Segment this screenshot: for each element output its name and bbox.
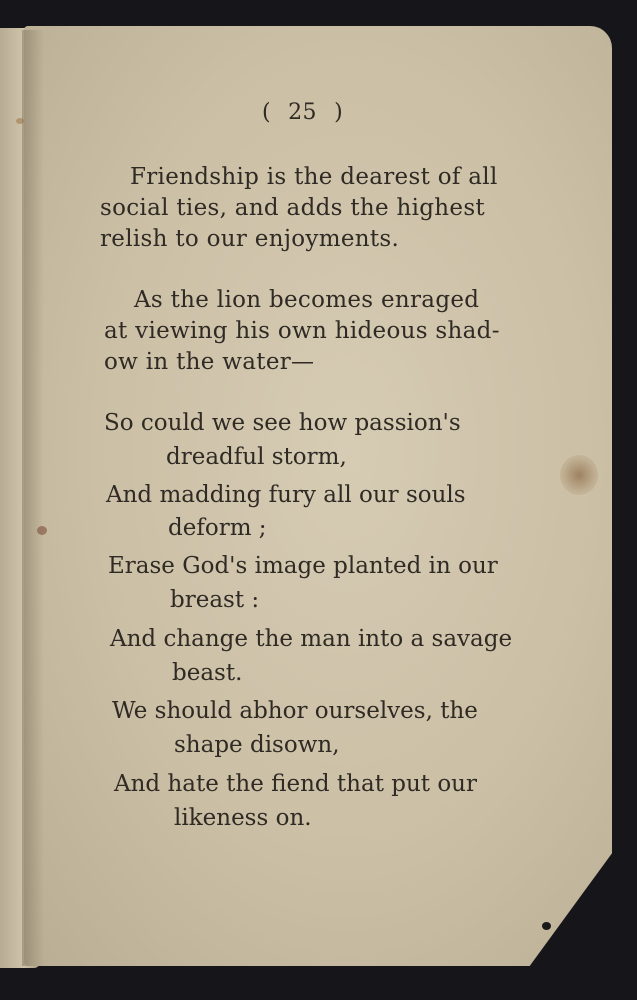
page-gutter-shadow (22, 30, 44, 966)
margin-spot (16, 118, 24, 124)
paragraph-line: relish to our enjoyments. (100, 226, 400, 252)
verse-line-continuation: shape disown, (174, 732, 340, 758)
paragraph-line: As the lion becomes enraged (134, 287, 480, 313)
foxing-spot (37, 526, 47, 535)
wormhole-spot (542, 922, 551, 930)
verse-line-continuation: breast : (170, 587, 260, 613)
verse-line: And change the man into a savage (110, 626, 513, 652)
verse-line-continuation: deform ; (168, 515, 267, 541)
verse-line: And hate the fiend that put our (114, 771, 477, 797)
paragraph-line: Friendship is the dearest of all (130, 164, 498, 190)
paragraph-line: social ties, and adds the highest (100, 195, 485, 221)
page-number: ( 25 ) (262, 100, 343, 125)
foxing-stain (560, 455, 598, 495)
paragraph-friendship (100, 162, 498, 255)
paragraph-line: ow in the water— (104, 349, 315, 375)
verse-line: And madding fury all our souls (106, 482, 466, 508)
verse-line: We should abhor ourselves, the (112, 698, 478, 724)
verse-line: So could we see how passion's (104, 410, 461, 436)
paragraph-lion (104, 285, 500, 378)
verse-line: Erase God's image planted in our (108, 553, 498, 579)
verse-line-continuation: beast. (172, 660, 243, 686)
verse-line-continuation: dreadful storm, (166, 444, 347, 470)
verse-line-continuation: likeness on. (174, 805, 312, 831)
paragraph-line: at viewing his own hideous shad- (104, 318, 500, 344)
